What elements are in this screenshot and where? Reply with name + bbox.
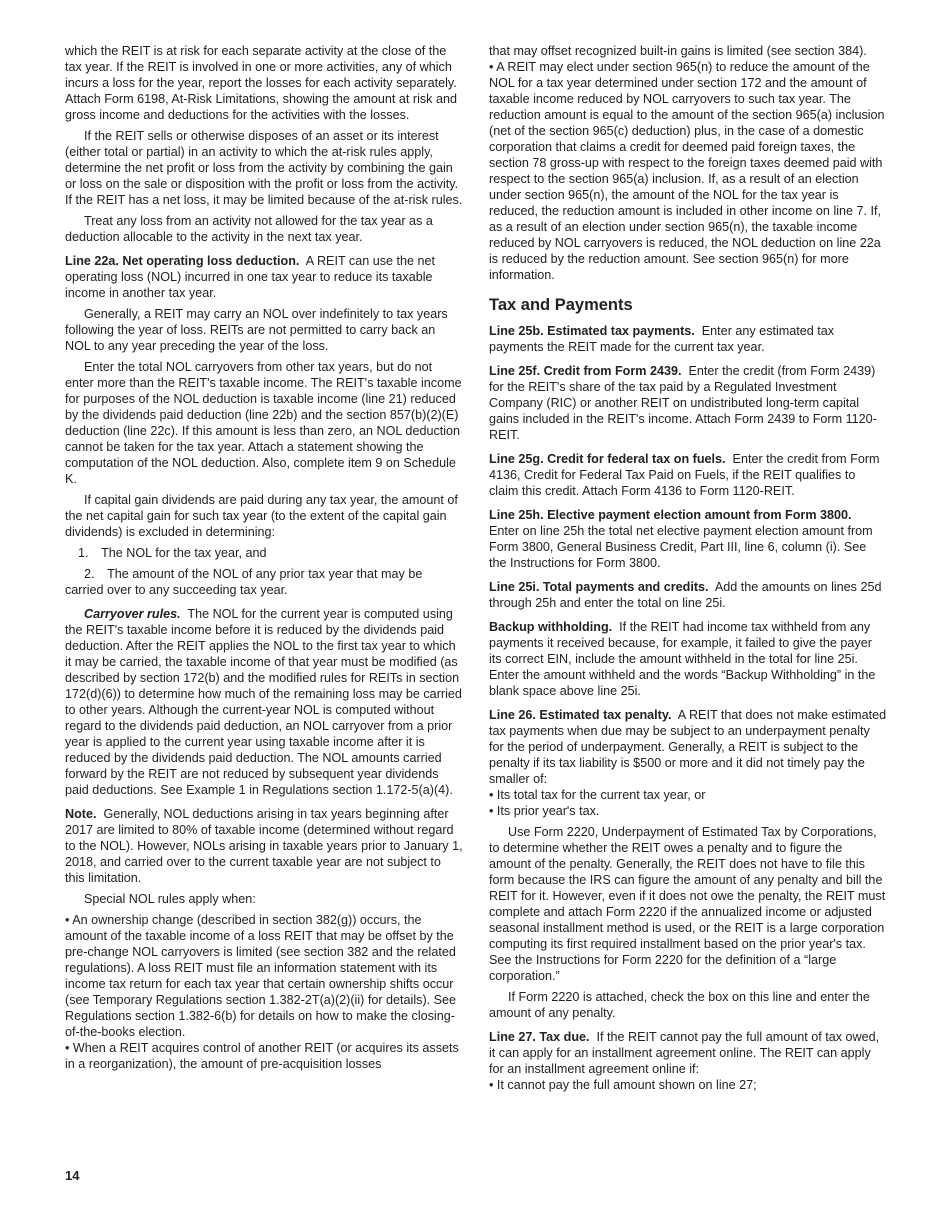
section-heading: Line 25f. Credit from Form 2439. [489, 364, 682, 378]
section-heading: Line 25g. Credit for federal tax on fuels. [489, 452, 726, 466]
paragraph: Generally, a REIT may carry an NOL over indefinitely to tax years following the year of loss. REITs are not permitted to carry back an NOL to any year preceding the year of the loss. [65, 307, 448, 353]
paragraph: Enter on line 25h the total net elective payment election amount from Form 3800, General Business Credit, Part III, line 6, column (i). See the Instructions for Form 3800. [489, 524, 873, 570]
paragraph: Enter the credit from Form 4136, Credit for Federal Tax Paid on Fuels, if the REIT qualifies to claim this credit. Attach Form 4136 to Form 1120-REIT. [489, 452, 880, 498]
paragraph: If the REIT had income tax withheld from any payments it received because, for example, it failed to give the payer its correct EIN, include the amount withheld in the total for line 25i. Enter the amount withheld and the words “Backup Withholding” in the blank space above line 25i. [489, 620, 876, 698]
right-column [489, 43, 887, 1093]
section-heading: Line 25i. Total payments and credits. [489, 580, 709, 594]
paragraph: If Form 2220 is attached, check the box on this line and enter the amount of any penalty. [489, 990, 870, 1020]
paragraph: A REIT that does not make estimated tax payments when due may be subject to an underpayment penalty for the period of underpayment. Generally, a REIT is subject to the penalty if its tax liability is $500 or more and it did not timely pay the smaller of: [489, 708, 887, 786]
paragraph: Enter the credit (from Form 2439) for the REIT's share of the tax paid by a Regulated Investment Company (RIC) or another REIT on undistributed long-term capital gains included in the REIT's income. Attach Form 2439 to Form 1120-REIT. [489, 364, 877, 442]
section-line-25i [489, 579, 887, 611]
paragraph: If the REIT cannot pay the full amount of tax owed, it can apply for an installment agreement online. The REIT can apply for an installment agreement online if: [489, 1030, 880, 1076]
section-line-26 [489, 707, 887, 787]
left-column [65, 43, 463, 1072]
list-item: 2. The amount of the NOL of any prior tax year that may be carried over to any succeeding tax year. [65, 567, 423, 597]
paragraph: Special NOL rules apply when: [84, 892, 256, 906]
section-title: Tax and Payments [489, 296, 633, 314]
paragraph: Enter the total NOL carryovers from other tax years, but do not enter more than the REIT's taxable income. The REIT's taxable income for purposes of the NOL deduction is taxable income (line 21) reduced by the dividends paid deduction (line 22b) and the section 857(b)(2)(E) deduction (line 22c). If this amount is less than zero, an NOL deduction cannot be taken for the tax year. Attach a statement showing the computation of the NOL deduction. Also, complete item 9 on Schedule K. [65, 360, 462, 486]
paragraph: Treat any loss from an activity not allowed for the tax year as a deduction allocable to the activity in the next tax year. [65, 214, 433, 244]
section-note [65, 806, 463, 886]
section-heading: Line 26. Estimated tax penalty. [489, 708, 672, 722]
bullet-item: • It cannot pay the full amount shown on line 27; [489, 1078, 757, 1092]
paragraph: Generally, NOL deductions arising in tax years beginning after 2017 are limited to 80% of taxable income (determined without regard to the NOL). However, NOLs arising in taxable years prior to January 1, 2018, and carried over to the current taxable year are not subject to this limitation. [65, 807, 463, 885]
note-label: Note. [65, 807, 97, 821]
paragraph: Add the amounts on lines 25d through 25h and enter the total on line 25i. [489, 580, 882, 610]
section-heading: Line 27. Tax due. [489, 1030, 590, 1044]
list-item: 1. The NOL for the tax year, and [78, 546, 267, 560]
bullet-item: • An ownership change (described in section 382(g)) occurs, the amount of the taxable income of a loss REIT that may be offset by the pre-change NOL carryovers is limited (see section 382 and the related regulations). A loss REIT must file an information statement with its income tax return for each tax year that certain ownership shifts occur (see Temporary Regulations section 1.382-2T(a)(2)(ii) for details). See Regulations section 1.382-6(b) for details on how to make the closing-of-the-books election. [65, 913, 457, 1039]
bullet-item: • Its total tax for the current tax year, or [489, 788, 706, 802]
section-heading: Carryover rules. [84, 607, 181, 621]
bullet-item: • Its prior year's tax. [489, 804, 600, 818]
page-number: 14 [65, 1168, 80, 1183]
section-line-25g [489, 451, 887, 499]
section-line-22a [65, 253, 463, 301]
paragraph: Enter any estimated tax payments the REIT made for the current tax year. [489, 324, 835, 354]
paragraph: If capital gain dividends are paid during any tax year, the amount of the net capital gain for such tax year (to the extent of the capital gain dividends) is excluded in determining: [65, 493, 458, 539]
paragraph: A REIT can use the net operating loss (NOL) incurred in one tax year to reduce its taxable income in another tax year. [65, 254, 436, 300]
bullet-item: • When a REIT acquires control of another REIT (or acquires its assets in a reorganization), the amount of pre-acquisition losses [65, 1041, 459, 1071]
section-line-25b [489, 323, 887, 355]
section-carryover-rules [65, 606, 463, 798]
section-heading: Line 25h. Elective payment election amount from Form 3800. [489, 508, 852, 522]
paragraph: that may offset recognized built-in gains is limited (see section 384). [489, 44, 867, 58]
section-line-27 [489, 1029, 887, 1077]
bullet-item: • A REIT may elect under section 965(n) to reduce the amount of the NOL for a tax year determined under section 172 and the amount of taxable income reduced by NOL carryovers to such tax year. The reduction amount is equal to the amount of the section 965(a) inclusion (net of the section 965(c) deduction) plus, in the case of a domestic corporation that claims a credit for deemed paid foreign taxes, the section 78 gross-up with respect to the foreign taxes deemed paid with respect to the section 965(a) inclusion. If, as a result of an election under section 965(n), the amount of the NOL for the tax year is reduced, the reduction amount is included in other income on line 7. If, as a result of an election under section 965(n), the taxable income reduced by NOL carryovers is reduced, the NOL deduction on line 22a is reduced by the reduction amount. See section 965(n) for more information. [489, 60, 885, 282]
section-line-25f [489, 363, 887, 443]
paragraph: If the REIT sells or otherwise disposes of an asset or its interest (either total or partial) in an activity to which the at-risk rules apply, determine the net profit or loss from the activity by combining the gain or loss on the sale or disposition with the profit or loss from the activity. If the REIT has a net loss, it may be limited because of the at-risk rules. [65, 129, 463, 207]
section-line-25h [489, 507, 887, 571]
paragraph: Use Form 2220, Underpayment of Estimated Tax by Corporations, to determine whether the REIT owes a penalty and to figure the amount of the penalty. Generally, the REIT does not have to file this form because the IRS can figure the amount of any penalty and bill the REIT for it. However, even if it does not owe the penalty, the REIT must complete and attach Form 2220 if the annualized income or adjusted seasonal installment method is used, or the REIT is a large corporation computing its first required installment based on the prior year's tax. See the Instructions for Form 2220 for the definition of a “large corporation.” [489, 825, 886, 983]
section-backup-withholding [489, 619, 887, 699]
paragraph: which the REIT is at risk for each separate activity at the close of the tax year. If the REIT is involved in one or more activities, any of which incurs a loss for the year, report the losses for each activity separately. Attach Form 6198, At-Risk Limitations, showing the amount at risk and gross income and deductions for the activities with the losses. [65, 44, 457, 122]
section-heading: Backup withholding. [489, 620, 613, 634]
paragraph: The NOL for the current year is computed using the REIT's taxable income before it is reduced by the dividends paid deduction. After the REIT applies the NOL to the first tax year to which it may be carried, the taxable income of that year must be modified (as described by section 172(b) and the modified rules for REITs in section 172(d)(6)) to determine how much of the remaining loss may be carried to other years. Although the current-year NOL is computed without regard to the dividends paid deduction, an NOL carryover from a prior year is applied to the current year using taxable income after it is reduced by the dividends paid deduction. The NOL amounts carried forward by the REIT are not reduced by subsequent year dividends paid deductions. See Example 1 in Regulations section 1.172-5(a)(4). [65, 607, 462, 797]
section-heading: Line 22a. Net operating loss deduction. [65, 254, 300, 268]
section-heading: Line 25b. Estimated tax payments. [489, 324, 695, 338]
